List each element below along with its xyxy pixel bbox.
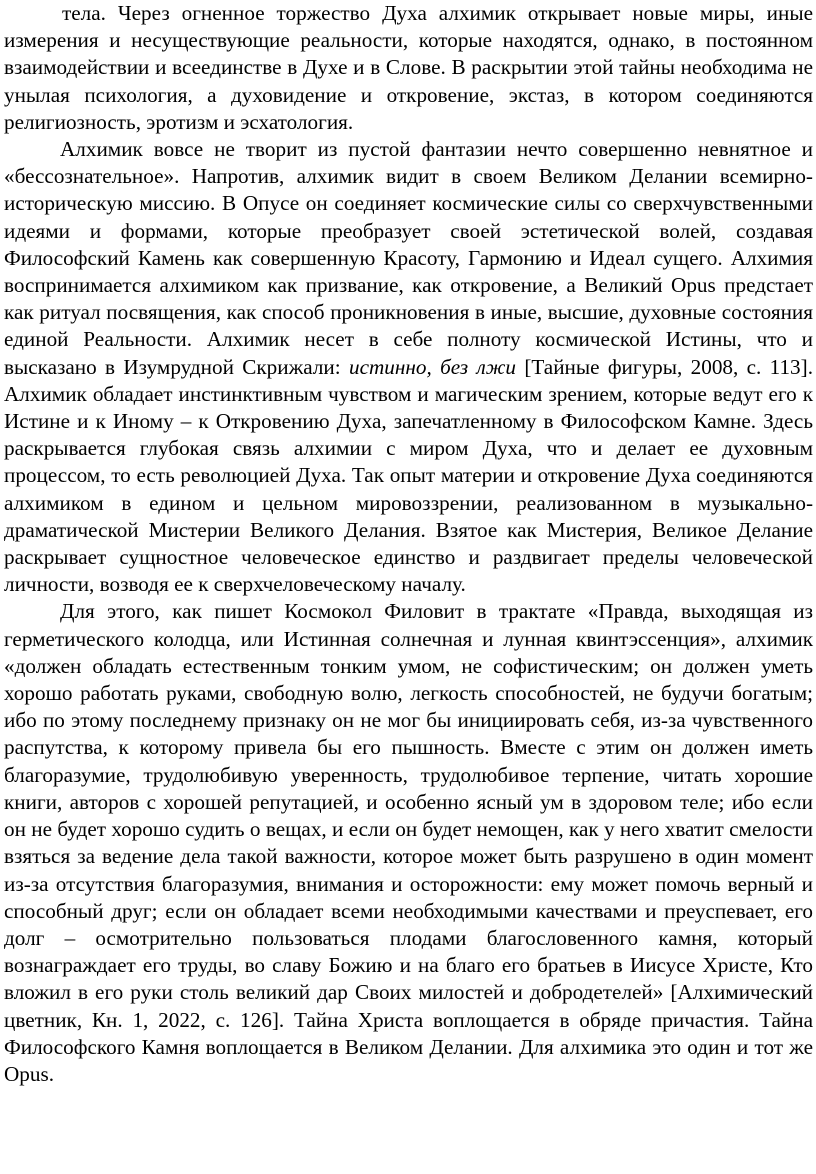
paragraph-continuation bbox=[4, 0, 813, 136]
paragraph-text: тела. Через огненное торжество Духа алхимик открывает новые миры, иные измерения и несуществующие реальности, которые находятся, однако, в постоянном взаимодействии и всеединстве в Духе и в Слове. В раскрытии этой тайны необходима не унылая психология, а духовидение и откровение, экстаз, в котором соединяются религиозность, эротизм и эсхатология. bbox=[4, 1, 813, 134]
paragraph-text: Для этого, как пишет Космокол Филовит в трактате «Правда, выходящая из герметического колодца, или Истинная солнечная и лунная квинтэссенция», алхимик «должен обладать естественным тонким умом, не софистическим; он должен уметь хорошо работать руками, свободную волю, легкость способностей, не будучи богатым; ибо по этому последнему признаку он не мог бы инициировать себя, из-за чувственного распутства, к которому привела бы его пышность. Вместе с этим он должен иметь благоразумие, трудолюбивую уверенность, трудолюбивое терпение, читать хорошие книги, авторов с хорошей репутацией, и особенно ясный ум в здоровом теле; ибо если он не будет хорошо судить о вещах, и если он будет немощен, как у него хватит смелости взяться за ведение дела такой важности, которое может быть разрушено в один момент из-за отсутствия благоразумия, внимания и осторожности: ему может помочь верный и способный друг; если он обладает всеми необходимыми качествами и преуспевает, его долг – осмотрительно пользоваться плодами благословенного камня, который вознаграждает его труды, во славу Божию и на благо его братьев в Иисусе Христе, Кто вложил в его руки столь великий дар Своих милостей и добродетелей» [Алхимический цветник, Кн. 1, 2022, с. 126]. Тайна Христа воплощается в обряде причастия. Тайна Философского Камня воплощается в Великом Делании. Для алхимика это один и тот же Opus. bbox=[4, 599, 813, 1086]
paragraph-text: [Тайные фигуры, 2008, с. 113]. Алхимик обладает инстинктивным чувством и магическим зрением, которые ведут его к Истине и к Иному – к Откровению Духа, запечатленному в Философском Камне. Здесь раскрывается глубокая связь алхимии с миром Духа, что и делает ее духовным процессом, то есть революцией Духа. Так опыт материи и откровение Духа соединяются алхимиком в едином и цельном мировоззрении, реализованном в музыкально-драматической Мистерии Великого Делания. Взятое как Мистерия, Великое Делание раскрывает сущностное человеческое единство и раздвигает пределы человеческой личности, возводя ее к сверхчеловеческому началу. bbox=[4, 354, 813, 597]
paragraph-text: Алхимик вовсе не творит из пустой фантазии нечто совершенно невнятное и «бессознательное». Напротив, алхимик видит в своем Великом Делании всемирно-историческую миссию. В Опусе он соединяет космические силы со сверхчувственными идеями и формами, которые преобразует своей эстетической волей, создавая Философский Камень как совершенную Красоту, Гармонию и Идеал сущего. Алхимия воспринимается алхимиком как призвание, как откровение, а Великий Opus предстает как ритуал посвящения, как способ проникновения в иные, высшие, духовные состояния единой Реальности. Алхимик несет в себе полноту космической Истины, что и высказано в Изумрудной Скрижали: bbox=[4, 137, 813, 379]
paragraph-philovit-quote bbox=[4, 598, 813, 1088]
paragraph-alchemist-mission bbox=[4, 136, 813, 598]
italic-quote: истинно, без лжи bbox=[348, 354, 516, 379]
